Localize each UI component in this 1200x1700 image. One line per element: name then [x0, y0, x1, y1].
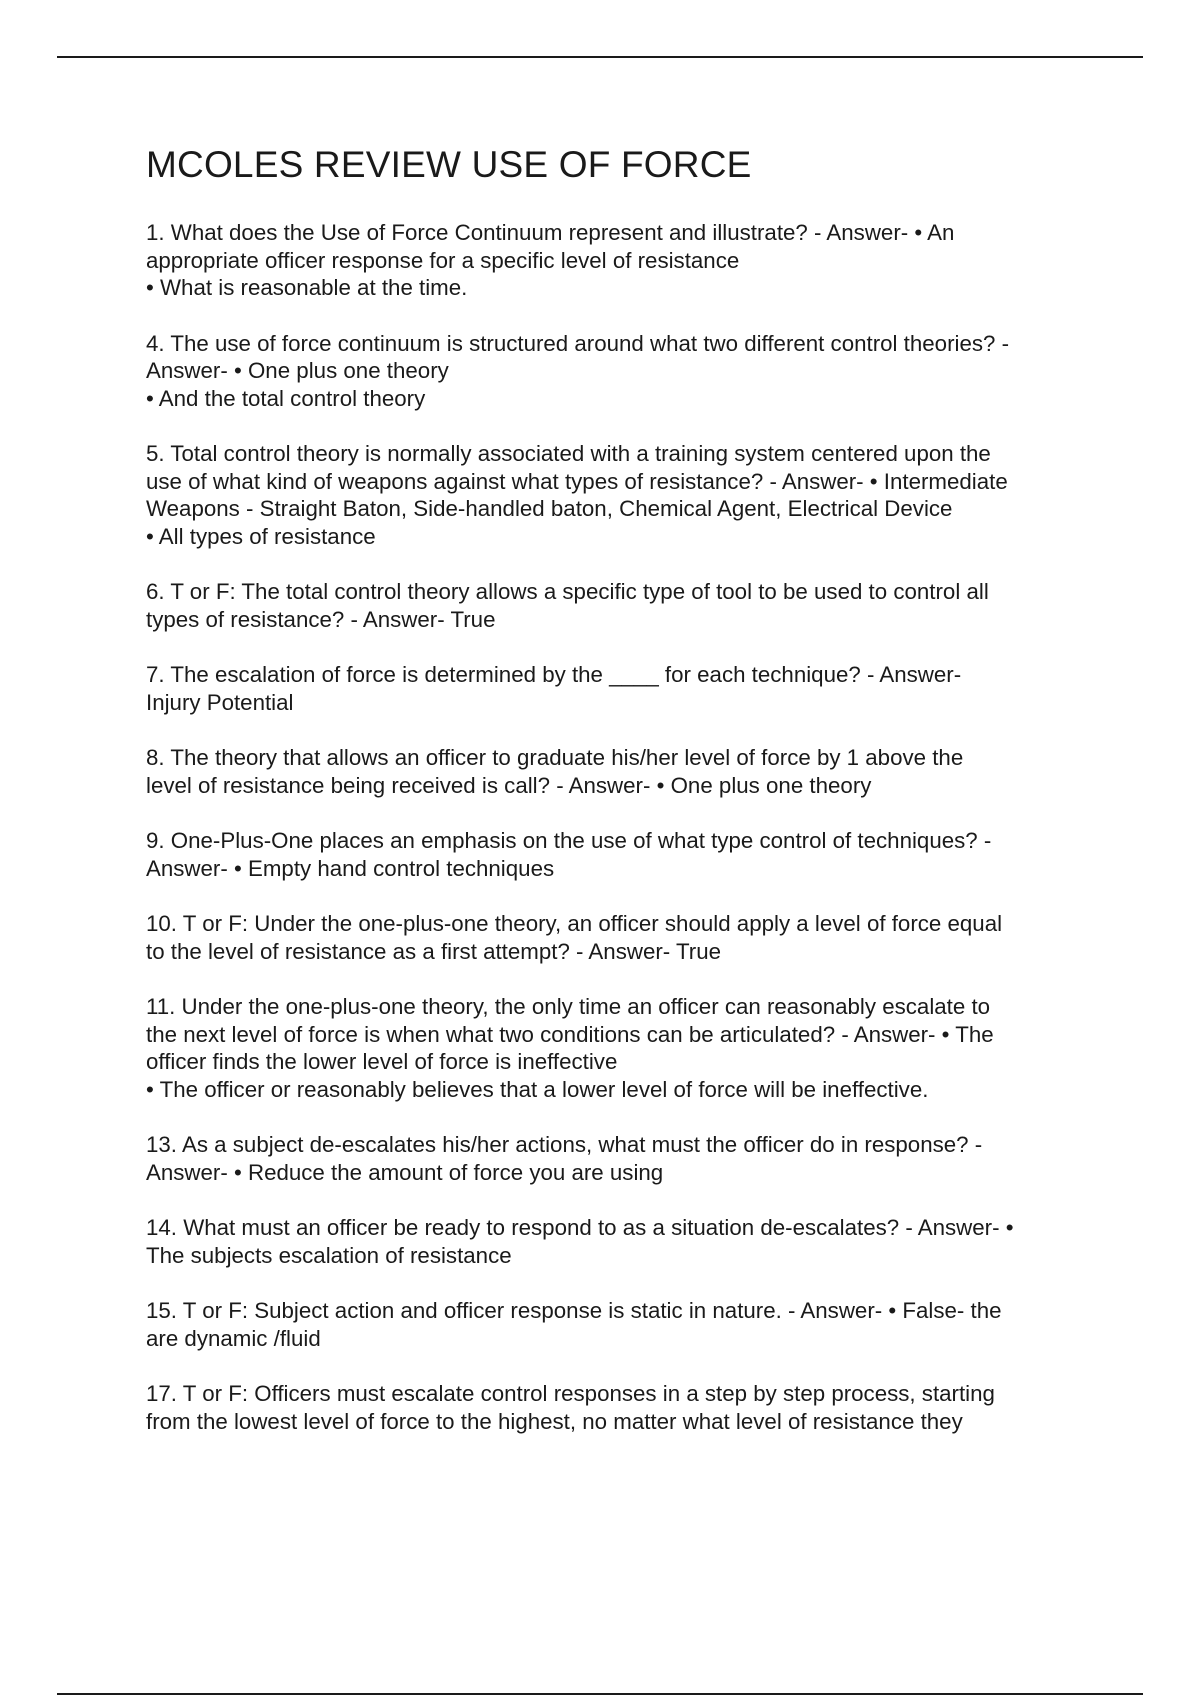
qa-line: to the level of resistance as a first attempt? - Answer- True: [146, 938, 722, 964]
qa-line: are dynamic /fluid: [146, 1325, 321, 1351]
qa-line: Answer- • One plus one theory: [146, 358, 449, 383]
qa-line: 7. The escalation of force is determined by the ____ for each technique? - Answer-: [146, 662, 962, 687]
qa-line: The subjects escalation of resistance: [146, 1242, 512, 1268]
qa-line: 5. Total control theory is normally associated with a training system centered upon the: [146, 441, 991, 466]
qa-line: officer finds the lower level of force is ineffective: [146, 1049, 618, 1074]
qa-item: [146, 827, 1086, 882]
qa-line: • What is reasonable at the time.: [146, 275, 468, 300]
qa-item: [146, 1131, 1086, 1186]
qa-line: • And the total control theory: [146, 385, 426, 411]
qa-line: 11. Under the one-plus-one theory, the only time an officer can reasonably escalate to: [146, 994, 991, 1019]
document-body: [146, 142, 1086, 1463]
qa-line: 4. The use of force continuum is structured around what two different control theories? -: [146, 330, 1010, 356]
qa-line: 10. T or F: Under the one-plus-one theory, an officer should apply a level of force equal: [146, 911, 1003, 936]
qa-line: level of resistance being received is call? - Answer- • One plus one theory: [146, 772, 872, 798]
qa-line: from the lowest level of force to the highest, no matter what level of resistance they: [146, 1408, 963, 1434]
bottom-divider: [57, 1693, 1143, 1695]
qa-item: [146, 1214, 1086, 1269]
qa-line: Answer- • Empty hand control techniques: [146, 855, 555, 881]
qa-line: 8. The theory that allows an officer to graduate his/her level of force by 1 above the: [146, 745, 964, 770]
qa-line: 6. T or F: The total control theory allows a specific type of tool to be used to control all: [146, 579, 989, 604]
qa-item: [146, 744, 1086, 799]
qa-line: • All types of resistance: [146, 523, 376, 549]
qa-item: [146, 578, 1086, 633]
qa-line: Answer- • Reduce the amount of force you are using: [146, 1159, 664, 1185]
qa-item: [146, 993, 1086, 1103]
document-title: MCOLES REVIEW USE OF FORCE: [146, 144, 752, 185]
qa-line: 1. What does the Use of Force Continuum represent and illustrate? - Answer- • An: [146, 220, 955, 245]
qa-item: [146, 440, 1086, 550]
qa-line: use of what kind of weapons against what types of resistance? - Answer- • Intermediate: [146, 468, 1008, 494]
qa-line: types of resistance? - Answer- True: [146, 606, 496, 632]
qa-item: [146, 219, 1086, 302]
qa-list: [146, 219, 1086, 1435]
qa-item: [146, 910, 1086, 965]
qa-line: Weapons - Straight Baton, Side-handled baton, Chemical Agent, Electrical Device: [146, 496, 953, 521]
qa-line: 17. T or F: Officers must escalate control responses in a step by step process, starting: [146, 1381, 995, 1406]
qa-line: • The officer or reasonably believes that a lower level of force will be ineffective.: [146, 1076, 929, 1102]
qa-item: [146, 1380, 1086, 1435]
qa-line: Injury Potential: [146, 689, 294, 715]
qa-line: 9. One-Plus-One places an emphasis on the use of what type control of techniques? -: [146, 828, 992, 853]
top-divider: [57, 56, 1143, 58]
qa-item: [146, 1297, 1086, 1352]
qa-line: 15. T or F: Subject action and officer response is static in nature. - Answer- • False- the: [146, 1298, 1002, 1323]
qa-line: the next level of force is when what two conditions can be articulated? - Answer- • The: [146, 1021, 994, 1047]
qa-line: 13. As a subject de-escalates his/her actions, what must the officer do in response? -: [146, 1132, 983, 1157]
qa-item: [146, 330, 1086, 413]
qa-line: 14. What must an officer be ready to respond to as a situation de-escalates? - Answer- •: [146, 1215, 1014, 1240]
qa-line: appropriate officer response for a specific level of resistance: [146, 247, 740, 273]
qa-item: [146, 661, 1086, 716]
